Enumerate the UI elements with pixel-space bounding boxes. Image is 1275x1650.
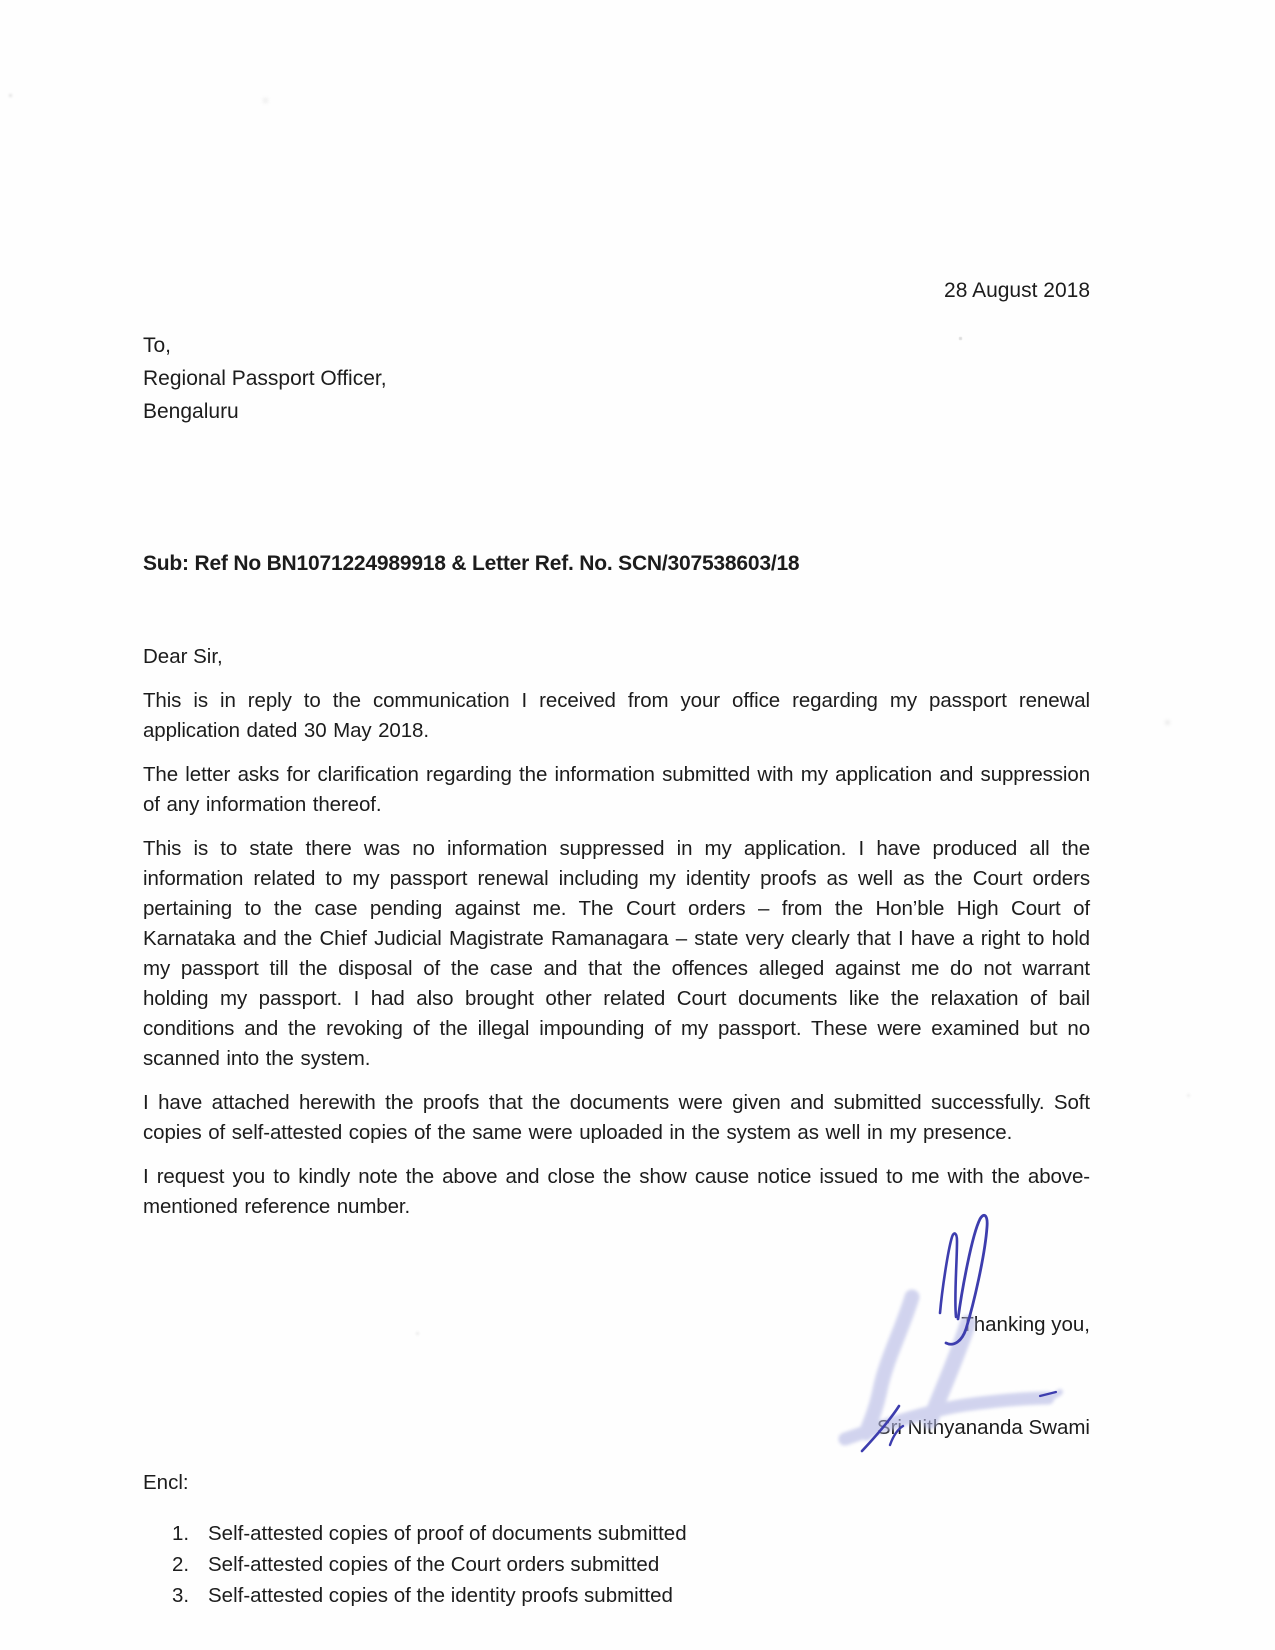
enclosure-item (143, 1580, 1090, 1611)
enclosures-label: Encl: (143, 1471, 189, 1494)
letter-content (143, 0, 1090, 1611)
enclosures-list (143, 1518, 1090, 1611)
recipient-to-label: To, (143, 334, 172, 357)
subject-line: Sub: Ref No BN1071224989918 & Letter Ref. No. SCN/307538603/18 (143, 552, 800, 575)
body-paragraph-1: This is in reply to the communication I received from your office regarding my passport renewal application dated 30 May 2018. (143, 689, 1090, 742)
body-paragraph-5: I request you to kindly note the above and close the show cause notice issued to me with the above-mentioned reference number. (143, 1165, 1090, 1218)
salutation: Dear Sir, (143, 645, 223, 668)
closing-thanks: Thanking you, (961, 1313, 1090, 1336)
signatory-name: Sri Nithyananda Swami (876, 1416, 1090, 1439)
enclosure-number: 3. (172, 1584, 190, 1607)
enclosure-number: 1. (172, 1522, 190, 1545)
recipient-address-block (143, 329, 1090, 428)
body-paragraph-4: I have attached herewith the proofs that the documents were given and submitted successfully. Soft copies of self-attested copies of the same were uploaded in the system as well in my presence. (143, 1091, 1090, 1144)
enclosure-item (143, 1518, 1090, 1549)
recipient-title: Regional Passport Officer, (143, 367, 387, 390)
recipient-city: Bengaluru (143, 400, 239, 423)
body-paragraph-2: The letter asks for clarification regarding the information submitted with my application and suppression of any information thereof. (143, 763, 1090, 816)
body-paragraph-3: This is to state there was no information suppressed in my application. I have produced all the information related to my passport renewal including my identity proofs as well as the Court orders pertaining to the case pending against me. The Court orders – from the Hon’ble High Court of Karnataka and the Chief Judicial Magistrate Ramanagara – state very clearly that I have a right to hold my passport till the disposal of the case and that the offences alleged against me do not warrant holding my passport. I had also brought other related Court documents like the relaxation of bail conditions and the revoking of the illegal impounding of my passport. These were examined but no scanned into the system. (143, 837, 1090, 1070)
scan-noise-speckles (0, 0, 1, 1)
letter-date: 28 August 2018 (944, 279, 1090, 302)
enclosure-text: Self-attested copies of the Court orders submitted (208, 1553, 660, 1576)
enclosure-number: 2. (172, 1553, 190, 1576)
enclosure-text: Self-attested copies of the identity proofs submitted (208, 1584, 673, 1607)
enclosure-item (143, 1549, 1090, 1580)
enclosure-text: Self-attested copies of proof of documents submitted (208, 1522, 687, 1545)
